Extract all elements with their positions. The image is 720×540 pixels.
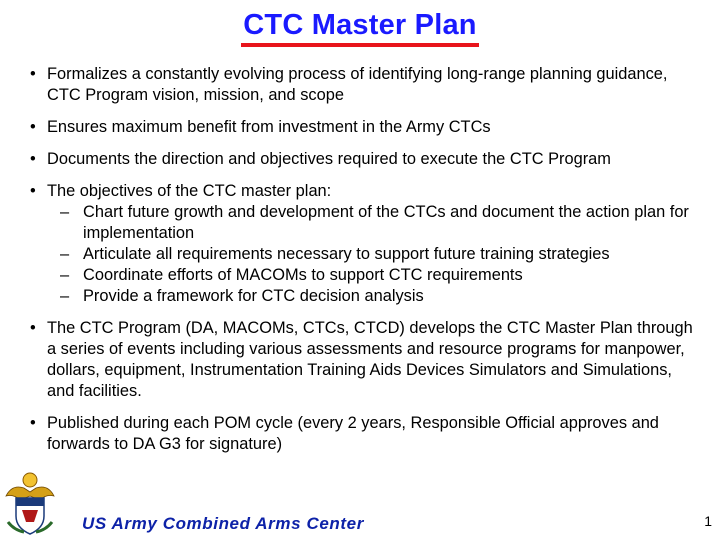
slide-title bbox=[0, 8, 720, 47]
slide-content bbox=[28, 64, 698, 466]
bullet-item: • The CTC Program (DA, MACOMs, CTCs, CTCD) develops the CTC Master Plan through a series of events including various assessments and resource programs for manpower, dollars, equipment, Instrumentation Training Aids Devices Simulators and Simulations, and facilities. bbox=[28, 318, 698, 402]
sub-bullet-item: – Coordinate efforts of MACOMs to support CTC requirements bbox=[28, 265, 698, 286]
sub-bullet-item: – Chart future growth and development of the CTCs and document the action plan for implementation bbox=[28, 202, 698, 244]
bullet-item: • Documents the direction and objectives required to execute the CTC Program bbox=[28, 149, 698, 170]
bullet-item: • The objectives of the CTC master plan: bbox=[28, 181, 698, 202]
page-number: 1 bbox=[704, 513, 712, 529]
bullet-item: • Published during each POM cycle (every 2 years, Responsible Official approves and forwards to DA G3 for signature) bbox=[28, 413, 698, 455]
army-seal-icon bbox=[2, 470, 58, 536]
sub-bullet-item: – Provide a framework for CTC decision analysis bbox=[28, 286, 698, 307]
bullet-item: • Ensures maximum benefit from investment in the Army CTCs bbox=[28, 117, 698, 138]
sub-bullet-item: – Articulate all requirements necessary to support future training strategies bbox=[28, 244, 698, 265]
footer-organization: US Army Combined Arms Center bbox=[82, 514, 364, 533]
slide-title-text: CTC Master Plan bbox=[241, 8, 478, 47]
bullet-item: • Formalizes a constantly evolving process of identifying long-range planning guidance, CTC Program vision, mission, and scope bbox=[28, 64, 698, 106]
sub-bullet-list bbox=[28, 202, 698, 307]
